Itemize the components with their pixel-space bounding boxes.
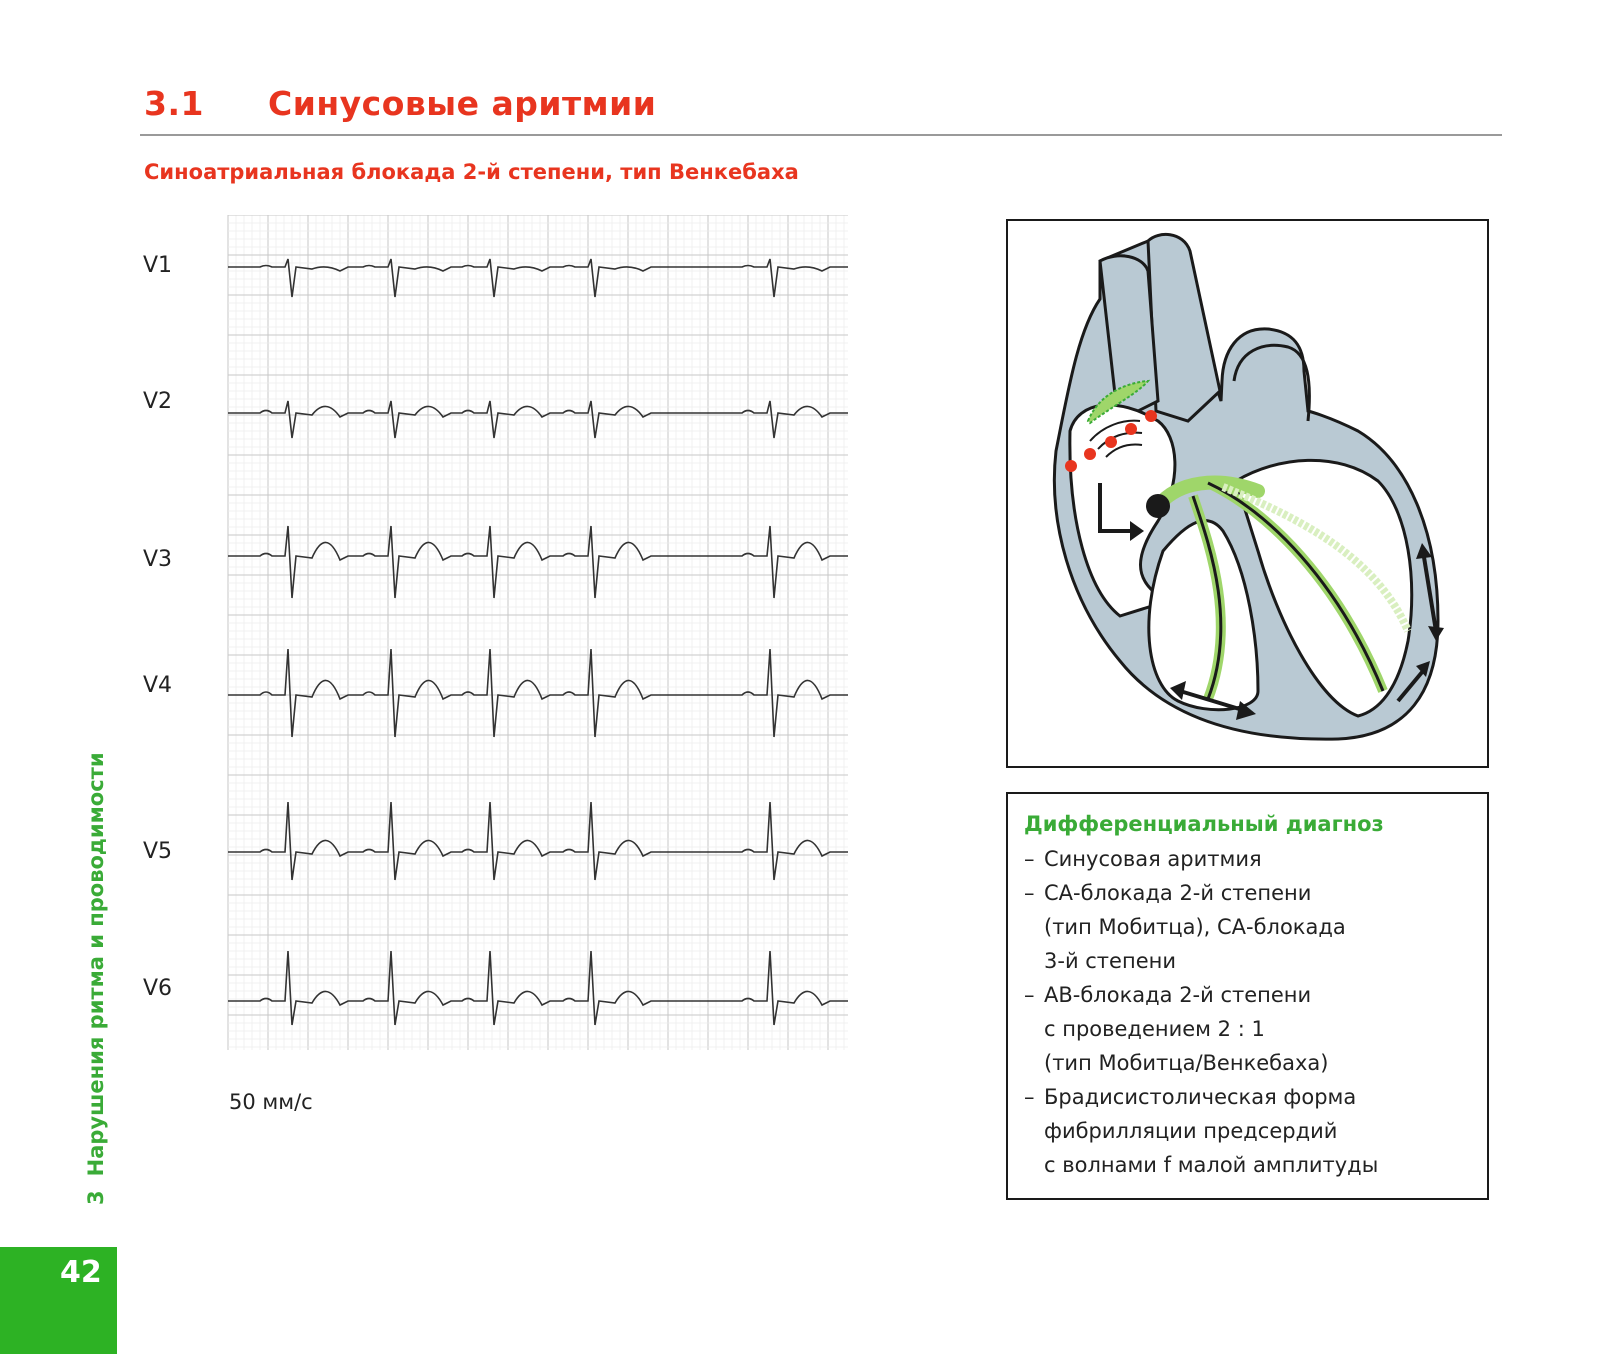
list-item [1024, 842, 1487, 876]
list-item [1024, 1080, 1487, 1182]
impulse-dot-2 [1084, 448, 1096, 460]
ecg-trace-6 [228, 951, 848, 1025]
list-dash: – [1024, 881, 1035, 905]
header-divider [140, 134, 1502, 136]
list-line: с проведением 2 : 1 [1044, 1017, 1265, 1041]
list-dash: – [1024, 983, 1035, 1007]
section-title: Синусовые аритмии [268, 84, 657, 123]
lead-label-v6: V6 [143, 976, 173, 1001]
page-number: 42 [60, 1255, 102, 1290]
section-number: 3.1 [144, 84, 204, 123]
heart-illustration-box [1006, 219, 1489, 768]
ecg-traces [228, 259, 848, 1025]
list-item [1024, 876, 1487, 978]
list-line: АВ-блокада 2-й степени [1044, 983, 1312, 1007]
chapter-number: 3 [84, 1190, 108, 1205]
chapter-side-label [84, 752, 108, 1205]
ecg-trace-4 [228, 649, 848, 737]
page-subtitle: Синоатриальная блокада 2-й степени, тип Венкебаха [144, 160, 799, 184]
list-dash: – [1024, 1085, 1035, 1109]
heart-conduction-diagram [1008, 221, 1487, 766]
lead-label-v4: V4 [143, 673, 173, 698]
list-line: Синусовая аритмия [1044, 847, 1262, 871]
list-line: Брадисистолическая форма [1044, 1085, 1357, 1109]
list-line: (тип Мобитца/Венкебаха) [1044, 1051, 1329, 1075]
list-line: с волнами f малой амплитуды [1044, 1153, 1379, 1177]
av-node [1146, 494, 1170, 518]
ecg-trace-5 [228, 802, 848, 880]
ecg-speed-label: 50 мм/с [229, 1090, 313, 1114]
differential-diagnosis-list [1024, 842, 1487, 1182]
lead-label-v2: V2 [143, 389, 173, 414]
ecg-figure [140, 215, 870, 1085]
ecg-grid [228, 215, 848, 1050]
impulse-dot-4 [1125, 423, 1137, 435]
ecg-trace-1 [228, 259, 848, 297]
lead-label-v3: V3 [143, 547, 173, 572]
differential-diagnosis-title: Дифференциальный диагноз [1024, 812, 1384, 836]
list-dash: – [1024, 847, 1035, 871]
impulse-dot-3 [1105, 436, 1117, 448]
list-line: СА-блокада 2-й степени [1044, 881, 1312, 905]
list-line: 3-й степени [1044, 949, 1176, 973]
differential-diagnosis-box [1006, 792, 1489, 1200]
ecg-trace-3 [228, 526, 848, 598]
lead-label-v1: V1 [143, 253, 173, 278]
lead-label-v5: V5 [143, 839, 173, 864]
impulse-dot-5 [1145, 410, 1157, 422]
list-line: фибрилляции предсердий [1044, 1119, 1338, 1143]
ecg-trace-2 [228, 401, 848, 438]
page-number-tab [0, 1247, 117, 1354]
impulse-dot-1 [1065, 460, 1077, 472]
chapter-title: Нарушения ритма и проводимости [84, 752, 108, 1177]
list-item [1024, 978, 1487, 1080]
list-line: (тип Мобитца), СА-блокада [1044, 915, 1346, 939]
